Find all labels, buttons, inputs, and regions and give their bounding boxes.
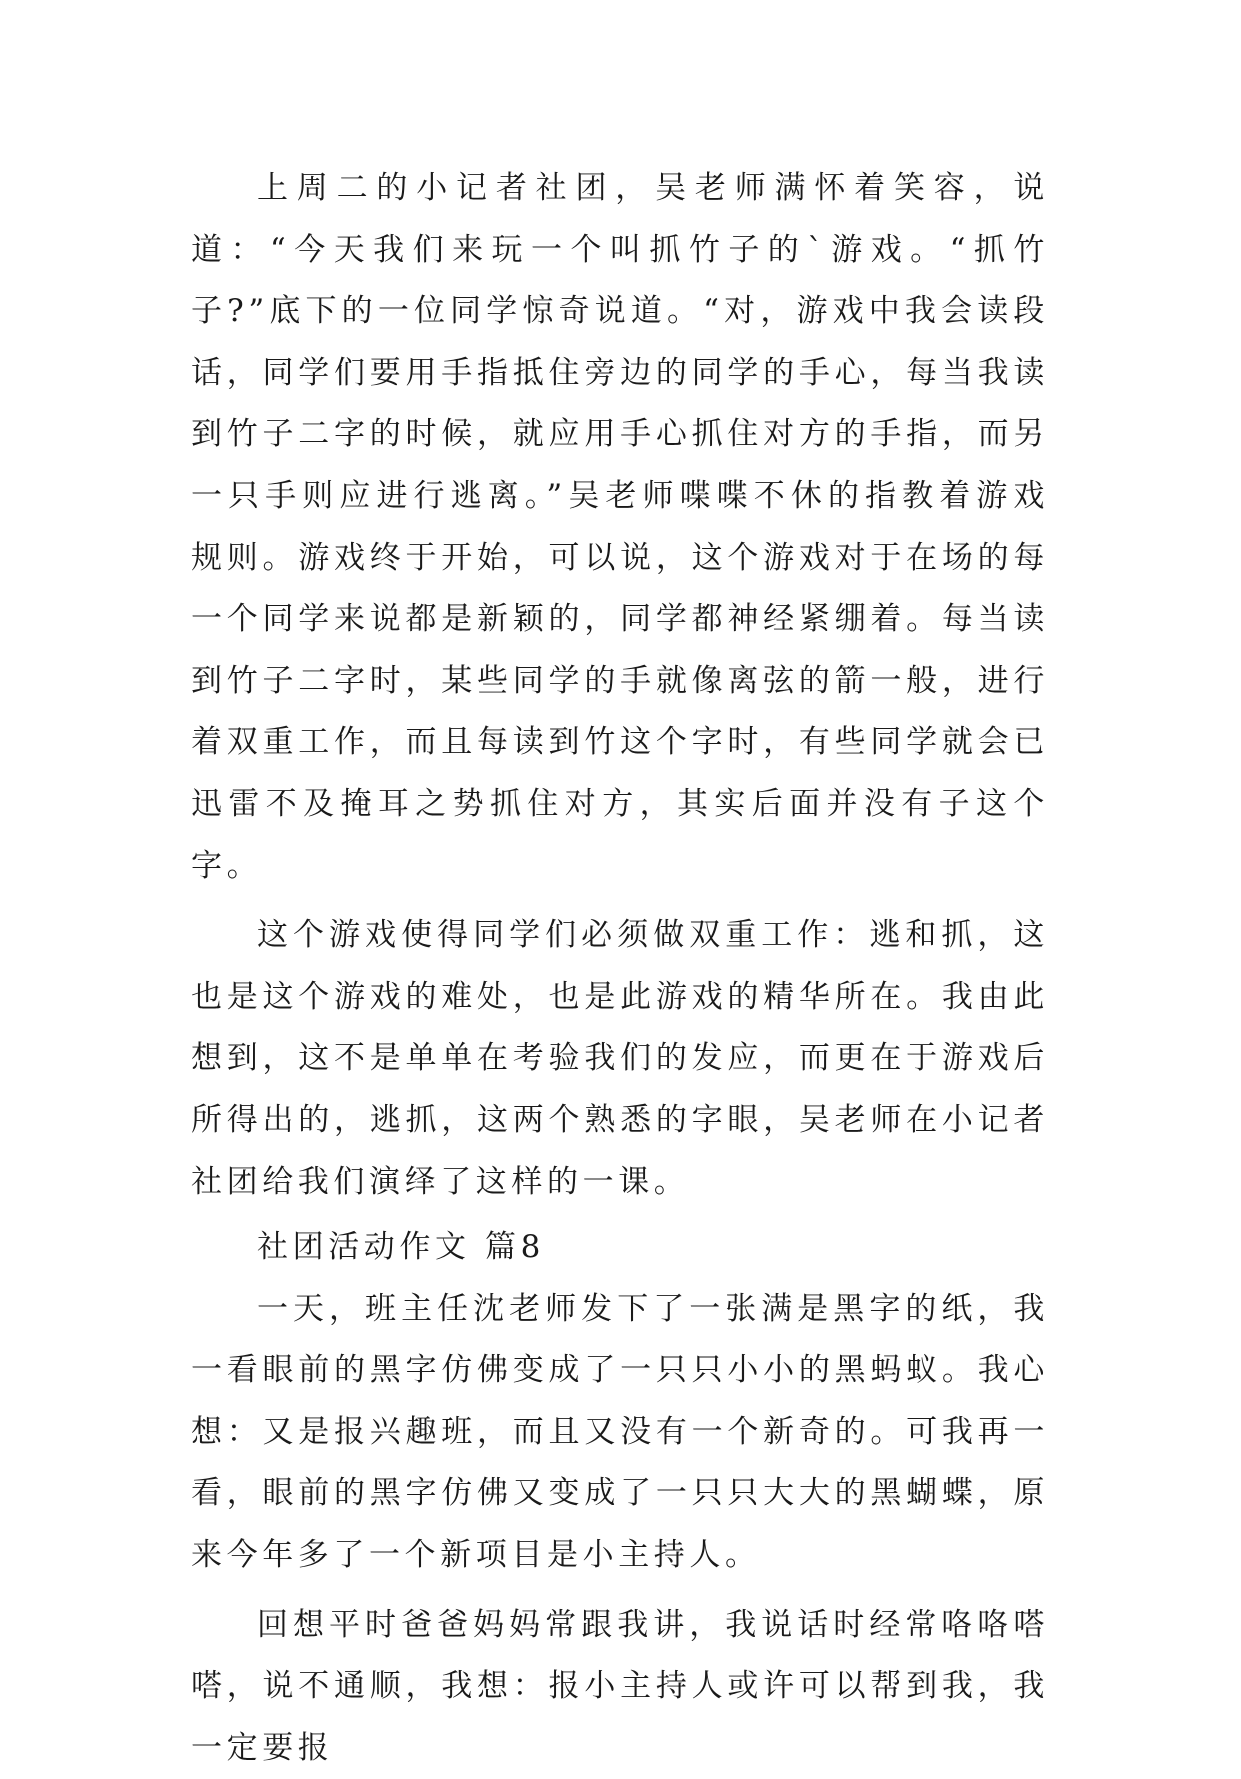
document-body: [191, 158, 1049, 1779]
paragraph-host-decision: 回想平时爸爸妈妈常跟我讲，我说话时经常咯咯嗒嗒，说不通顺，我想：报小主持人或许可以帮到我，我一定要报: [191, 1606, 1049, 1766]
section-heading: 社团活动作文 篇8: [257, 1229, 545, 1266]
paragraph-game-reflection: 这个游戏使得同学们必须做双重工作：逃和抓，这也是这个游戏的难处，也是此游戏的精华所在。我由此想到，这不是单单在考验我们的发应，而更在于游戏后所得出的，逃抓，这两个熟悉的字眼，吴老师在小记者社团给我们演绎了这样的一课。: [191, 917, 1049, 1200]
paragraph-game-intro: 上周二的小记者社团，吴老师满怀着笑容，说道：“今天我们来玩一个叫抓竹子的`游戏。“抓竹子?”底下的一位同学惊奇说道。“对，游戏中我会读段话，同学们要用手指抵住旁边的同学的手心，每当我读到竹子二字的时候，就应用手心抓住对方的手指，而另一只手则应进行逃离。”吴老师喋喋不休的指教着游戏规则。游戏终于开始，可以说，这个游戏对于在场的每一个同学来说都是新颖的，同学都神经紧绷着。每当读到竹子二字时，某些同学的手就像离弦的箭一般，进行着双重工作，而且每读到竹这个字时，有些同学就会已迅雷不及掩耳之势抓住对方，其实后面并没有子这个字。: [191, 170, 1049, 884]
paragraph-signup-sheet: 一天，班主任沈老师发下了一张满是黑字的纸，我一看眼前的黑字仿佛变成了一只只小小的黑蚂蚁。我心想：又是报兴趣班，而且又没有一个新奇的。可我再一看，眼前的黑字仿佛又变成了一只只大大的黑蝴蝶，原来今年多了一个新项目是小主持人。: [191, 1290, 1049, 1574]
